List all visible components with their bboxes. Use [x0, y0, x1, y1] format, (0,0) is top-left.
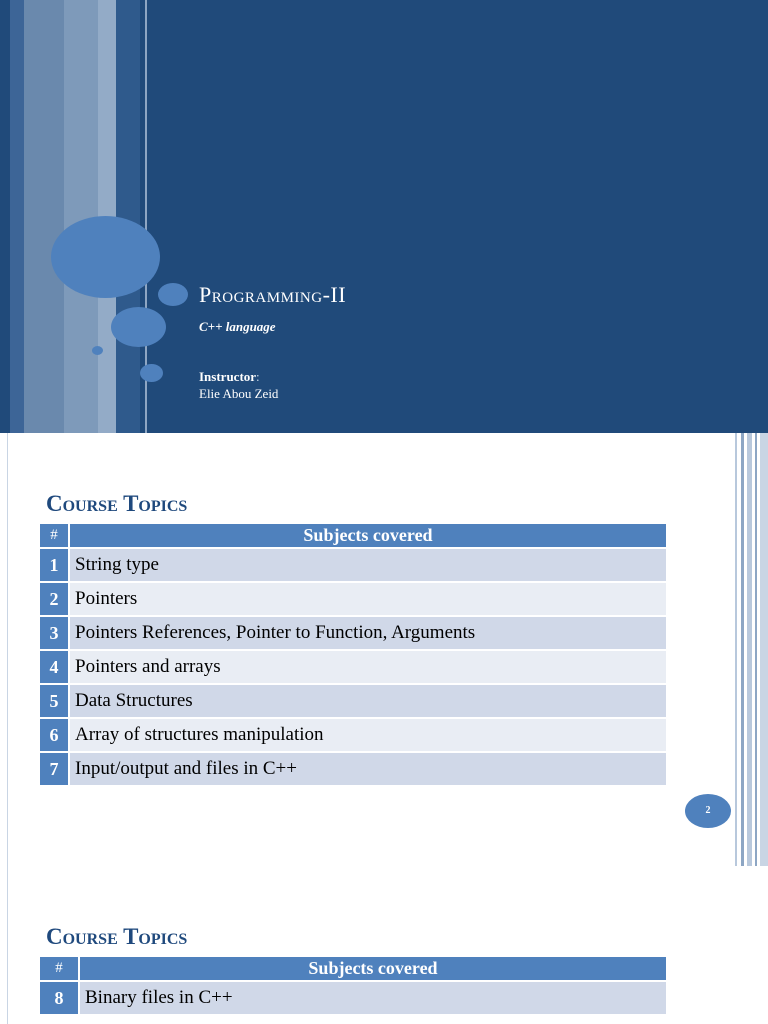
decorative-band	[10, 0, 24, 433]
row-subject: Data Structures	[69, 684, 666, 718]
decorative-line	[760, 433, 768, 866]
topics-table	[40, 524, 666, 787]
row-number: 4	[40, 650, 69, 684]
row-number: 5	[40, 684, 69, 718]
instructor-name: Elie Abou Zeid	[199, 386, 279, 401]
row-subject: Binary files in C++	[79, 981, 666, 1015]
presentation-subtitle: C++ language	[199, 319, 276, 334]
decorative-line	[741, 433, 744, 866]
course-topics-slide	[0, 433, 768, 866]
row-subject: Array of structures manipulation	[69, 718, 666, 752]
slide-title: Course Topics	[46, 491, 188, 516]
decorative-bubble	[111, 307, 166, 347]
table-header-row	[40, 957, 666, 981]
table-row	[40, 548, 666, 582]
row-subject: Input/output and files in C++	[69, 752, 666, 786]
row-subject: Pointers and arrays	[69, 650, 666, 684]
row-number: 3	[40, 616, 69, 650]
table-row	[40, 616, 666, 650]
decorative-line	[755, 433, 757, 866]
table-row	[40, 981, 666, 1015]
table-row	[40, 650, 666, 684]
decorative-line	[735, 433, 737, 866]
slide-title: Course Topics	[46, 924, 188, 949]
row-number: 1	[40, 548, 69, 582]
table-row	[40, 684, 666, 718]
column-header-subjects: Subjects covered	[69, 524, 666, 548]
decorative-line	[747, 433, 752, 866]
instructor-label-text: Instructor	[199, 369, 257, 384]
table-row	[40, 752, 666, 786]
topics-table	[40, 957, 666, 1016]
column-header-subjects: Subjects covered	[79, 957, 666, 981]
row-subject: Pointers References, Pointer to Function, Arguments	[69, 616, 666, 650]
row-number: 6	[40, 718, 69, 752]
decorative-bubble	[92, 346, 103, 355]
row-subject: Pointers	[69, 582, 666, 616]
decorative-bubble	[158, 283, 188, 306]
presentation-title: Programming-II	[199, 282, 347, 307]
table-row	[40, 582, 666, 616]
decorative-bubble	[140, 364, 163, 382]
row-number: 7	[40, 752, 69, 786]
column-header-number: #	[40, 957, 79, 981]
decorative-line	[7, 433, 8, 866]
course-topics-slide-continued	[0, 866, 768, 1024]
table-row	[40, 718, 666, 752]
decorative-band	[24, 0, 64, 433]
instructor-label	[199, 369, 260, 385]
page-number-badge: 2	[685, 794, 731, 828]
instructor-colon: :	[256, 369, 260, 384]
row-number: 8	[40, 981, 79, 1015]
decorative-bubble	[51, 216, 160, 298]
row-subject: String type	[69, 548, 666, 582]
table-header-row	[40, 524, 666, 548]
title-slide	[0, 0, 768, 433]
row-number: 2	[40, 582, 69, 616]
decorative-line	[7, 866, 8, 1024]
column-header-number: #	[40, 524, 69, 548]
